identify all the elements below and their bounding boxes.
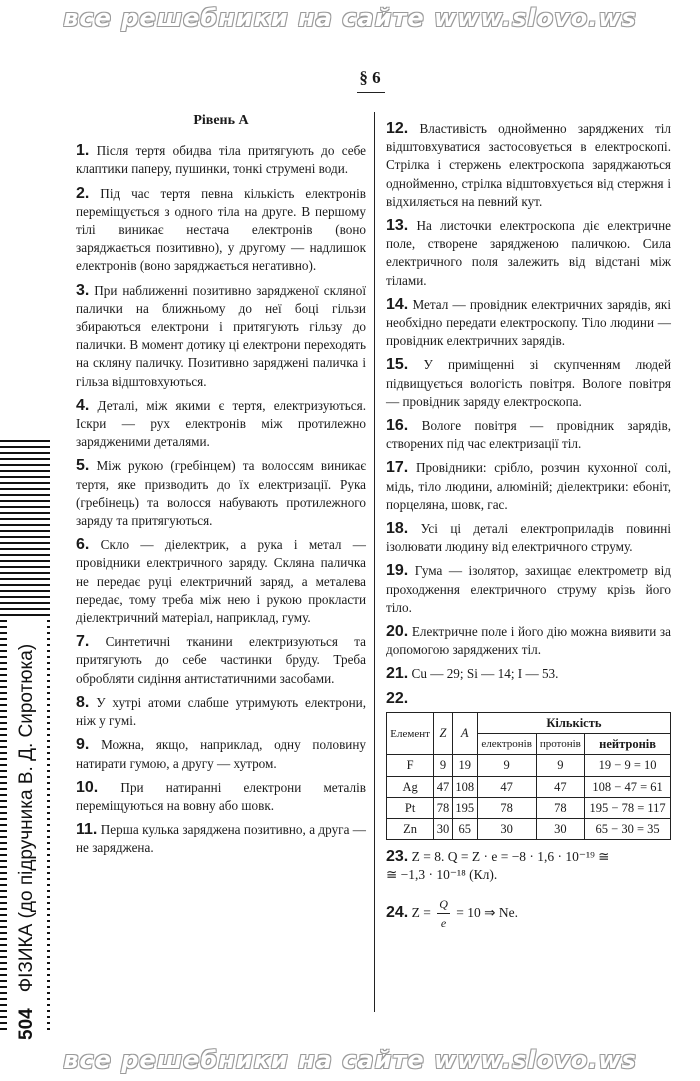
th-neutrons: нейтронів [585,734,671,755]
answer-number: 19. [386,562,409,580]
left-column [76,112,366,864]
cell-neutrons: 65 − 30 = 35 [585,818,671,839]
answer-21 [386,665,671,683]
answer-5 [76,457,366,530]
answer-number: 21. [386,665,409,683]
answer-23-line1: Z = 8. Q = Z · e = −8 · 1,6 · 10⁻¹⁹ ≅ [411,849,610,865]
answer-text: Деталі, між якими є тертя, електризуються. Іскри — рух електронів між протилежно зарядженими деталями. [76,397,366,450]
cell-element: Zn [387,818,434,839]
answer-4 [76,397,366,452]
table-row [387,755,671,776]
answer-number: 14. [386,295,409,313]
answer-number: 16. [386,417,409,435]
cell-element: Ag [387,776,434,797]
fraction-numerator: Q [437,895,450,914]
cell-protons: 47 [536,776,585,797]
answer-16 [386,417,671,453]
cell-electrons: 9 [477,755,536,776]
cell-protons: 9 [536,755,585,776]
cell-a: 195 [452,797,477,818]
cell-a: 19 [452,755,477,776]
answer-3 [76,282,366,391]
section-title: § 6 [359,68,381,87]
answer-text: При натиранні електрони металів переміщуються на вовну або шовк. [76,779,367,813]
cell-z: 47 [434,776,453,797]
answer-8 [76,694,366,730]
answer-number: 15. [386,356,409,374]
cell-protons: 78 [536,797,585,818]
answer-number: 7. [76,633,90,651]
cell-neutrons: 195 − 78 = 117 [585,797,671,818]
fraction [437,895,450,932]
answer-text: Скло — діелектрик, а рука і метал — провідники електричного заряду. Скляна паличка не передає руці електричний заряд, а металева передає, тому треба між нею і рукою прокласти діелектричний матеріал, наприклад, гуму. [76,537,366,626]
answer-23-line2: ≅ −1,3 · 10⁻¹⁸ (Кл). [386,867,498,883]
answer-19 [386,562,671,617]
answer-number: 20. [386,623,409,641]
answer-number: 12. [386,120,409,137]
page-number: 504 [16,1008,37,1040]
answer-number: 5. [76,457,90,475]
column-divider [374,112,375,1012]
answer-number: 6. [76,536,90,554]
answer-text: У приміщенні зі скупченням людей підвищується вологість повітря. Вологе повітря — провідник заряду електроскопа. [386,357,671,409]
th-protons: протонів [536,734,585,755]
th-electrons: електронів [477,734,536,755]
answer-text: Гума — ізолятор, захищає електрометр від проходження електричного струму крізь його тіло. [386,563,671,615]
answer-2 [76,185,366,276]
answer-14 [386,296,671,351]
answer-23 [386,848,671,884]
answer-text: Cu — 29; Si — 14; I — 53. [411,666,559,682]
answer-24 [386,895,671,932]
section-underline [357,92,385,93]
right-answer-list [386,120,671,708]
watermark-bottom: все решебники на сайте www.slovo.ws [63,1046,637,1074]
answer-11 [76,821,366,857]
table-row [387,797,671,818]
answer-12 [386,120,671,211]
answer-24-pre: Z = [411,904,435,920]
th-element: Елемент [387,712,434,754]
fraction-denominator: e [440,915,447,930]
answer-7 [76,633,366,688]
cell-a: 65 [452,818,477,839]
th-z: Z [434,712,453,754]
answer-number: 10. [76,778,99,796]
answer-1 [76,142,366,178]
level-title: Рівень А [193,113,249,128]
answer-text: Перша кулька заряджена позитивно, а друга — не заряджена. [76,822,366,856]
answer-text: Вологе повітря — провідник зарядів, створених під час електризації тіл. [386,418,672,452]
cell-neutrons: 19 − 9 = 10 [585,755,671,776]
right-column [386,120,671,938]
answer-17 [386,459,671,514]
answer-text: Метал — провідник електричних зарядів, які необхідно передати електроскопу. Тіло людини — провідник електричних зарядів. [386,296,671,349]
answer-number: 3. [76,281,90,299]
answer-18 [386,520,671,556]
answer-number: 8. [76,693,90,711]
left-answer-list [76,142,366,857]
answer-22 [386,690,671,708]
answer-text: Усі ці деталі електроприладів повинні ізолювати людину від електричного струму. [386,521,672,555]
answer-text: При наближенні позитивно зарядженої скляної палички на ближньому до неї боці гільзи збираються електрони і притягують гільзу до палички. В момент дотику ці електрони переходять на скляну паличку. Позитивно заряджені паличка і гільза відштовхуються. [76,282,366,389]
cell-neutrons: 108 − 47 = 61 [585,776,671,797]
answer-number: 2. [76,184,90,202]
answer-24-post: = 10 ⇒ Ne. [452,904,518,920]
th-count: Кількість [477,712,670,733]
cell-a: 108 [452,776,477,797]
side-running-title [7,620,47,1040]
th-a: A [452,712,477,754]
book-title: ФІЗИКА (до підручника В. Д. Сиротюка) [16,643,37,993]
answer-text: У хутрі атоми слабше утримують електрони, ніж у гумі. [76,694,367,729]
answer-text: Провідники: срібло, розчин кухонної солі, мідь, тіло людини, алюміній; діелектрики: ебоніт, порцеляна, шовк, гас. [386,460,671,512]
answer-10 [76,779,366,815]
answer-number: 17. [386,459,409,477]
cell-electrons: 47 [477,776,536,797]
answer-text: На листочки електроскопа діє електричне поле, створене зарядженою паличкою. Сила електричного поля залежить від відстані між тілами. [386,218,671,288]
table-row [387,818,671,839]
answer-9 [76,736,366,772]
table-row [387,776,671,797]
cell-z: 78 [434,797,453,818]
atom-composition-table [386,712,671,840]
answer-number: 4. [76,396,90,414]
cell-element: F [387,755,434,776]
cell-protons: 30 [536,818,585,839]
answer-6 [76,536,366,627]
answer-text: Синтетичні тканини електризуються та притягують до себе частинки бруду. Треба обробляти сидіння антистатичними засобами. [76,634,366,686]
answer-text: Після тертя обидва тіла притягують до себе клаптики паперу, пушинки, тонкі струмені води. [76,143,366,177]
answer-text: Можна, якщо, наприклад, одну половину натирати гумою, а другу — хутром. [76,737,367,771]
cell-electrons: 30 [477,818,536,839]
answer-text: Властивість однойменно заряджених тіл відштовхуватися застосовується в електроскопі. Стрілка і стержень електроскопа заряджаються однойменно, стрілка відштовхується від стержня і відхиляється на певний кут. [386,121,672,209]
answer-number: 13. [386,217,409,235]
answer-text: Під час тертя певна кількість електронів переміщується з одного тіла на друге. В першому тілі виникає нестача електронів (воно заряджається позитивно), у другому — надлишок електронів (воно заряджається негативно). [76,185,366,274]
answer-20 [386,623,671,659]
answer-number: 23. [386,848,409,866]
answer-number: 22. [386,689,409,707]
answer-text: Між рукою (гребінцем) та волоссям виникає тертя, яке призводить до їх електризації. Рука (гребінець) та волосся набувають протилежного заряду та притягуються. [76,458,366,529]
answer-number: 24. [386,903,409,921]
answer-15 [386,356,671,411]
cell-element: Pt [387,797,434,818]
answer-number: 11. [76,821,98,839]
answer-number: 9. [76,736,90,754]
watermark-top: все решебники на сайте www.slovo.ws [63,4,637,32]
cell-electrons: 78 [477,797,536,818]
answer-13 [386,217,671,290]
answer-number: 18. [386,520,409,538]
answer-number: 1. [76,142,90,160]
cell-z: 9 [434,755,453,776]
answer-text: Електричне поле і його дію можна виявити за допомогою заряджених тіл. [386,624,671,658]
cell-z: 30 [434,818,453,839]
